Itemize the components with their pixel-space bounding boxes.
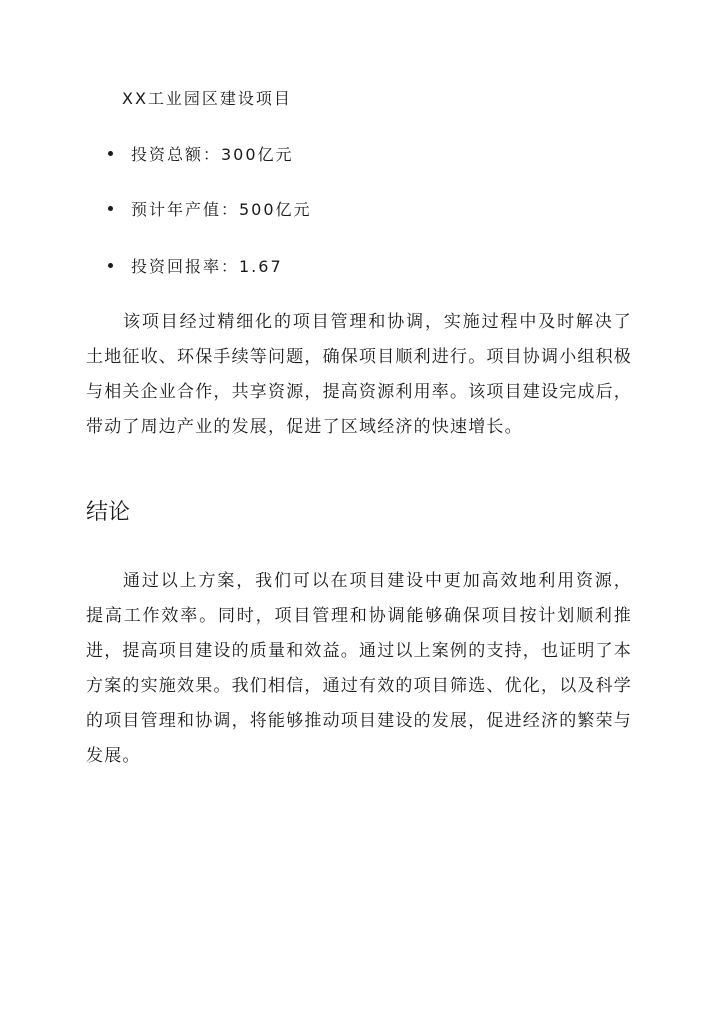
section-heading-conclusion: 结论 (86, 500, 131, 525)
list-item-text: 投资总额：300亿元 (131, 145, 294, 164)
bullet-icon (108, 206, 113, 211)
bullet-icon (108, 263, 113, 268)
project-description-paragraph: 该项目经过精细化的项目管理和协调，实施过程中及时解决了土地征收、环保手续等问题，确保项目顺利进行。项目协调小组积极与相关企业合作，共享资源，提高资源利用率。该项目建设完成后，带动了周边产业的发展，促进了区域经济的快速增长。 (86, 312, 632, 437)
list-item (108, 256, 283, 278)
bullet-icon (108, 151, 113, 156)
list-item-text: 预计年产值：500亿元 (131, 200, 312, 219)
list-item (108, 199, 312, 221)
conclusion-paragraph: 通过以上方案，我们可以在项目建设中更加高效地利用资源，提高工作效率。同时，项目管理和协调能够确保项目按计划顺利推进，提高项目建设的质量和效益。通过以上案例的支持，也证明了本方案的实施效果。我们相信，通过有效的项目筛选、优化，以及科学的项目管理和协调，将能够推动项目建设的发展，促进经济的繁荣与发展。 (86, 571, 632, 766)
project-title: XX工业园区建设项目 (122, 89, 292, 108)
list-item (108, 144, 294, 166)
list-item-text: 投资回报率：1.67 (131, 257, 283, 276)
